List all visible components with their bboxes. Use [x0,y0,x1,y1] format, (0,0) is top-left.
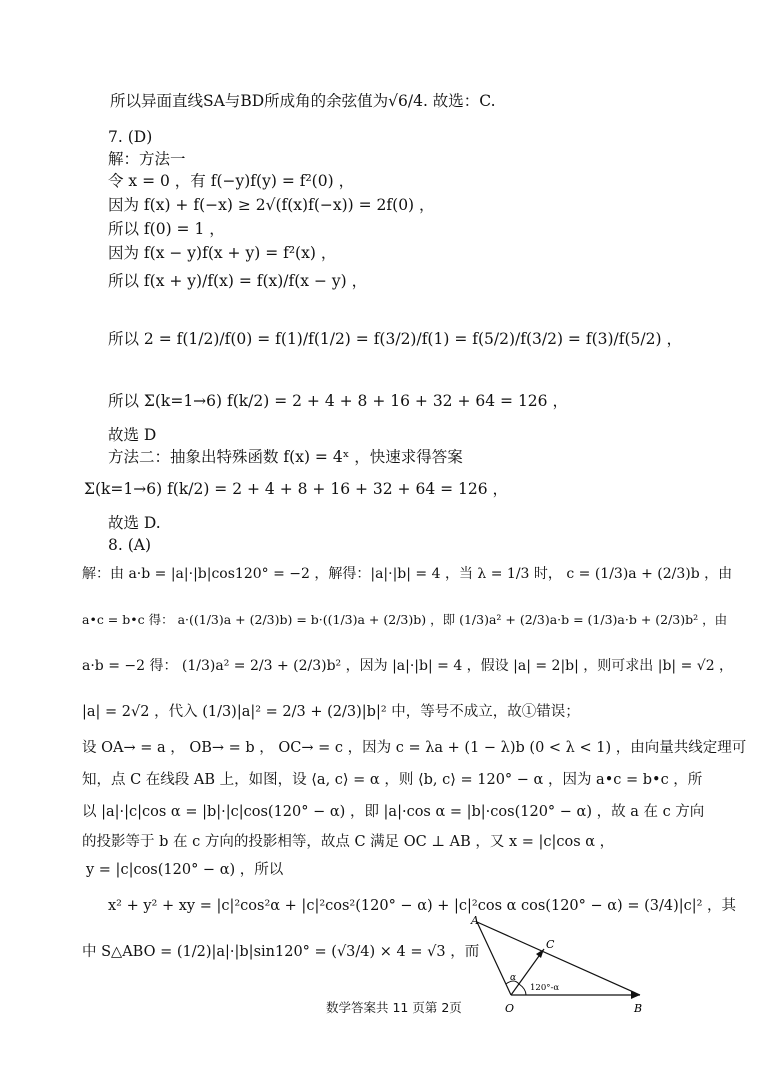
text-line-22: 以 |a|·|c|cos α = |b|·|c|cos(120° − α) ，即 |a|·cos α = |b|·cos(120° − α) ，故 a 在 c 方向 [82,804,705,820]
point-label-B: B [634,1002,643,1015]
point-label-A: A [471,914,479,927]
text-line-7: 因为 f(x − y)f(x + y) = f²(x) ， [108,244,337,262]
text-line-12: 方法二：抽象出特殊函数 f(x) = 4ˣ ，快速求得答案 [108,448,463,466]
text-line-8: 所以 f(x + y)/f(x) = f(x)/f(x − y) ， [108,272,368,290]
text-line-23: 的投影等于 b 在 c 方向的投影相等，故点 C 满足 OC ⊥ AB ，又 x = |c|cos α ， [82,834,615,850]
text-line-2: 7. (D) [108,128,153,146]
text-line-10: 所以 Σ(k=1→6) f(k/2) = 2 + 4 + 8 + 16 + 32 + 64 = 126 ， [108,392,568,410]
arrowhead-OB [631,991,640,999]
text-line-4: 令 x = 0 ，有 f(−y)f(y) = f²(0) ， [108,172,355,190]
text-line-21: 知，点 C 在线段 AB 上，如图，设 ⟨a, c⟩ = α ，则 ⟨b, c⟩ = 120° − α ，因为 a•c = b•c ，所 [82,772,703,788]
text-line-3: 解：方法一 [108,150,186,168]
point-label-C: C [546,938,555,951]
page-footer: 数学答案共 11 页第 2页 [326,1000,462,1015]
text-line-24: y = |c|cos(120° − α) ，所以 [86,862,284,878]
text-line-5: 因为 f(x) + f(−x) ≥ 2√(f(x)f(−x)) = 2f(0) ， [108,196,435,214]
segment-OA [477,922,511,995]
angle-arc-120 [519,984,526,995]
text-line-20: 设 OA→ = a ， OB→ = b ， OC→ = c ，因为 c = λa + (1 − λ)b (0 < λ < 1) ，由向量共线定理可 [82,740,747,756]
text-line-19: |a| = 2√2 ，代入 (1/3)|a|² = 2/3 + (2/3)|b|² 中，等号不成立，故①错误； [82,704,580,720]
vector-triangle-figure [464,910,664,1020]
text-line-15: 8. (A) [108,536,152,554]
text-line-17: a•c = b•c 得： a·((1/3)a + (2/3)b) = b·((1/3)a + (2/3)b) ，即 (1/3)a² + (2/3)a·b = (1/3)a·b + (2/3)b² ，由 [82,612,728,627]
text-line-13: Σ(k=1→6) f(k/2) = 2 + 4 + 8 + 16 + 32 + 64 = 126 ， [84,480,509,498]
text-line-11: 故选 D [108,426,157,444]
text-line-26: 中 S△ABO = (1/2)|a|·|b|sin120° = (√3/4) × 4 = √3 ，而 [82,944,480,960]
text-line-1: 所以异面直线SA与BD所成角的余弦值为√6/4. 故选：C. [110,92,496,110]
text-line-16: 解：由 a·b = |a|·|b|cos120° = −2 ，解得：|a|·|b| = 4 ，当 λ = 1/3 时， c = (1/3)a + (2/3)b ，由 [82,566,733,582]
text-line-14: 故选 D. [108,514,161,532]
text-line-6: 所以 f(0) = 1 ， [108,220,225,238]
angle-label-120-minus-alpha: 120°-α [530,983,560,993]
text-line-25: x² + y² + xy = |c|²cos²α + |c|²cos²(120° − α) + |c|²cos α cos(120° − α) = (3/4)|c|² ，其 [108,898,737,914]
angle-label-alpha: α [510,973,517,983]
text-line-18: a·b = −2 得： (1/3)a² = 2/3 + (2/3)b² ，因为 |a|·|b| = 4 ，假设 |a| = 2|b| ，则可求出 |b| = √2 ， [82,658,734,674]
point-label-O: O [505,1002,515,1015]
text-line-9: 所以 2 = f(1/2)/f(0) = f(1)/f(1/2) = f(3/2)/f(1) = f(5/2)/f(3/2) = f(3)/f(5/2) ， [108,330,682,348]
